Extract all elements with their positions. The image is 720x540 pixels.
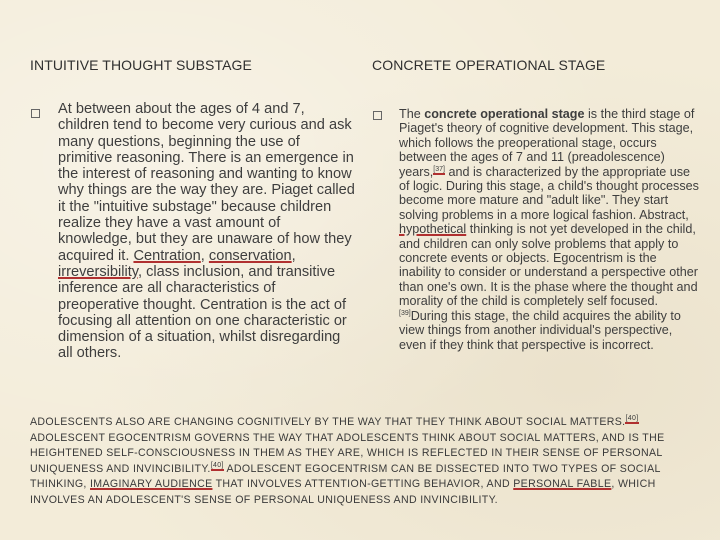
reference-37[interactable]: [37] bbox=[433, 165, 445, 173]
personal-fable-link[interactable]: PERSONAL FABLE bbox=[513, 478, 612, 491]
bullet-icon bbox=[31, 109, 40, 118]
paragraph-text: ADOLESCENTS ALSO ARE CHANGING COGNITIVELY BY THE WAY THAT THEY THINK ABOUT SOCIAL MATTERS. bbox=[30, 416, 626, 428]
reference-40[interactable]: [40] bbox=[210, 461, 224, 469]
reference-39[interactable]: [39] bbox=[399, 309, 411, 317]
hypothetical-link[interactable]: hypothetical bbox=[399, 222, 467, 237]
concrete-heading: CONCRETE OPERATIONAL STAGE bbox=[372, 57, 606, 73]
separator: , bbox=[200, 247, 209, 264]
conservation-link[interactable]: conservation bbox=[208, 247, 292, 264]
paragraph-text: The bbox=[399, 107, 425, 121]
paragraph-text: and is characterized by the appropriate use of logic. During this stage, a child's thought processes become more mature and "adult like". They start solving problems in a more logical fashion. Abstract, bbox=[399, 164, 699, 222]
reference-40[interactable]: [40] bbox=[625, 415, 639, 422]
paragraph-text: ADOLESCENT EGOCENTRISM GOVERNS THE WAY THAT ADOLESCENTS THINK ABOUT SOCIAL MATTERS, AND IS THE HEIGHTENED SELF-CONSCIOUSNESS IN THEM AS THEY ARE, WHICH IS REFLECTED IN THEIR SENSE OF PERSONAL UNIQUENESS AND INVINCIBILITY. bbox=[30, 431, 665, 475]
concrete-paragraph bbox=[399, 107, 699, 352]
adolescent-paragraph bbox=[30, 415, 700, 509]
paragraph-text: During this stage, the child acquires the ability to view things from another individual's perspective, even if they think that perspective is incorrect. bbox=[399, 308, 681, 352]
paragraph-text: , class inclusion, and transitive inference are all characteristics of preoperative thought. Centration is the act of focusing all attention on one characteristic or dimension of a situation, whilst disregarding all others. bbox=[58, 263, 347, 362]
paragraph-text: , WHICH INVOLVES AN ADOLESCENT'S SENSE OF PERSONAL UNIQUENESS AND INVINCIBILITY. bbox=[30, 478, 656, 506]
imaginary-audience-link[interactable]: IMAGINARY AUDIENCE bbox=[90, 478, 213, 491]
paragraph-text: ADOLESCENT EGOCENTRISM CAN BE DISSECTED INTO TWO TYPES OF SOCIAL THINKING, bbox=[30, 462, 661, 491]
bullet-icon bbox=[373, 111, 382, 120]
paragraph-text: THAT INVOLVES ATTENTION-GETTING BEHAVIOR, AND bbox=[212, 478, 514, 491]
centration-link[interactable]: Centration bbox=[133, 247, 201, 264]
paragraph-text: is the third stage of Piaget's theory of cognitive development. This stage, which follows the preoperational stage, occurs between the ages of 7 and 11 (preadolescence) years, bbox=[399, 107, 695, 179]
paragraph-text: At between about the ages of 4 and 7, children tend to become very curious and ask many questions, beginning the use of primitive reasoning. There is an emergence in the interest of reasoning and wanting to know why things are the way they are. Piaget called it the "intuitive substage" because children realize they have a vast amount of knowledge, but they are unaware of how they acquired it. bbox=[58, 101, 355, 264]
paragraph-text: thinking is not yet developed in the child, and children can only solve problems that apply to concrete events or objects. Egocentrism is the inability to consider or understand a perspective other than one's own. It is the phase where the thought and morality of the child is completely self focused. bbox=[399, 222, 698, 309]
intuitive-paragraph bbox=[58, 101, 358, 362]
irreversibility-link[interactable]: irreversibility bbox=[58, 263, 139, 280]
intuitive-heading: INTUITIVE THOUGHT SUBSTAGE bbox=[30, 57, 252, 73]
concrete-stage-bold: concrete operational stage bbox=[424, 107, 585, 121]
separator: , bbox=[291, 247, 296, 264]
